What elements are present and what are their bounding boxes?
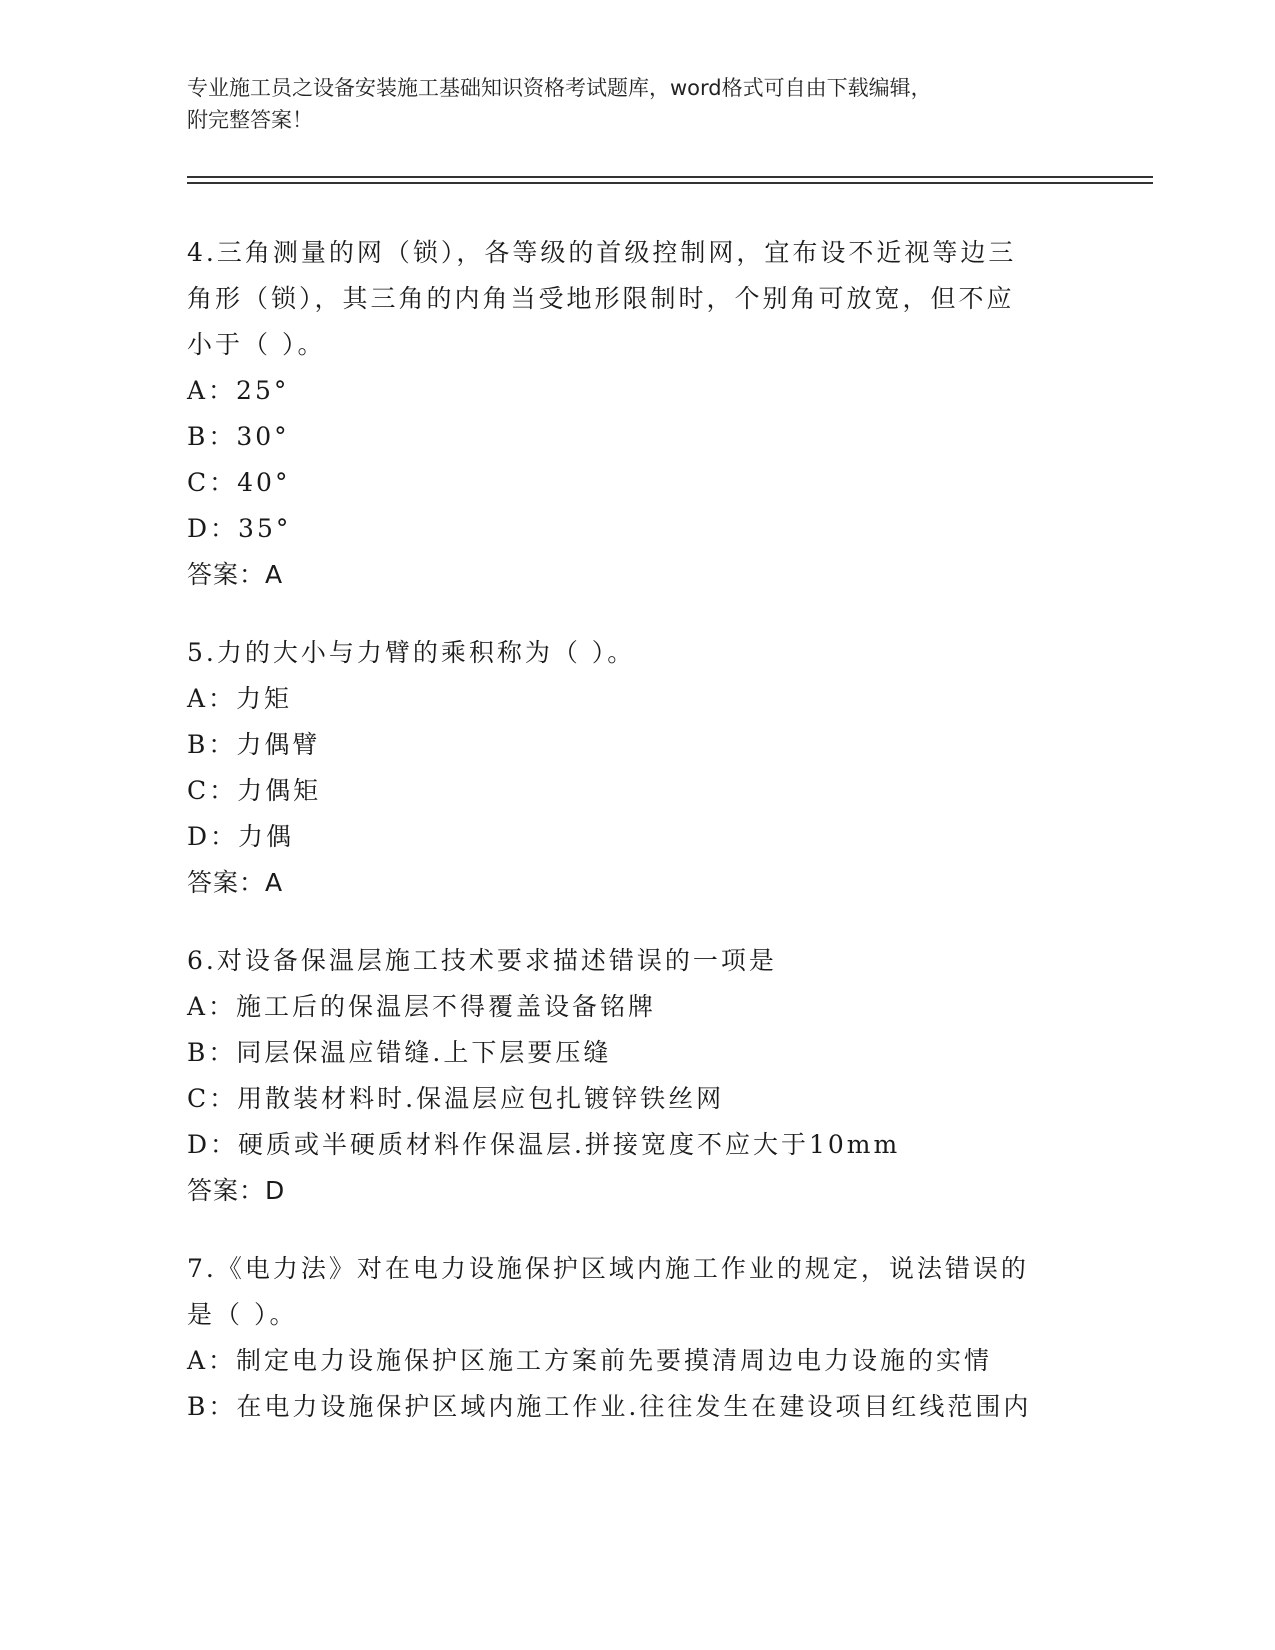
question-item — [187, 1246, 1087, 1430]
option-b: B：同层保温应错缝.上下层要压缝 — [187, 1038, 612, 1067]
question-item — [187, 230, 1087, 598]
option-b: B：在电力设施保护区域内施工作业.往往发生在建设项目红线范围内 — [187, 1392, 1032, 1421]
option-c: C：用散装材料时.保温层应包扎镀锌铁丝网 — [187, 1084, 725, 1113]
header-text: 专业施工员之设备安装施工基础知识资格考试题库， — [187, 76, 670, 100]
header-divider — [187, 176, 1153, 178]
question-stem: 角形（锁），其三角的内角当受地形限制时，个别角可放宽，但不应 — [187, 284, 1015, 313]
question-item — [187, 630, 1087, 906]
option-a: A：施工后的保温层不得覆盖设备铭牌 — [187, 992, 657, 1021]
option-c: C：40° — [187, 468, 291, 497]
header-text: 格式可自由下载编辑， — [721, 76, 932, 100]
header-line-2: 附完整答案！ — [187, 108, 313, 132]
header-line-1 — [187, 72, 1147, 104]
question-item — [187, 938, 1087, 1214]
option-d: D：力偶 — [187, 822, 295, 851]
option-a: A：制定电力设施保护区施工方案前先要摸清周边电力设施的实情 — [187, 1346, 993, 1375]
question-stem: 7.《电力法》对在电力设施保护区域内施工作业的规定，说法错误的 — [187, 1254, 1029, 1283]
option-a: A：25° — [187, 376, 290, 405]
question-stem: 6.对设备保温层施工技术要求描述错误的一项是 — [187, 946, 777, 975]
question-stem: 4.三角测量的网（锁），各等级的首级控制网，宜布设不近视等边三 — [187, 238, 1017, 267]
option-b: B：30° — [187, 422, 290, 451]
document-header — [187, 72, 1147, 136]
question-list — [187, 230, 1087, 1462]
header-word-label: word — [670, 76, 722, 100]
answer-line: 答案：A — [187, 560, 284, 589]
answer-line: 答案：D — [187, 1176, 286, 1205]
option-a: A：力矩 — [187, 684, 293, 713]
option-d: D：35° — [187, 514, 292, 543]
question-stem: 5.力的大小与力臂的乘积称为（ ）。 — [187, 638, 636, 667]
option-c: C：力偶矩 — [187, 776, 322, 805]
question-stem: 小于（ ）。 — [187, 330, 326, 359]
option-d: D：硬质或半硬质材料作保温层.拼接宽度不应大于10mm — [187, 1130, 901, 1159]
option-b: B：力偶臂 — [187, 730, 321, 759]
header-divider — [187, 182, 1153, 184]
answer-line: 答案：A — [187, 868, 284, 897]
question-stem: 是（ ）。 — [187, 1300, 298, 1329]
